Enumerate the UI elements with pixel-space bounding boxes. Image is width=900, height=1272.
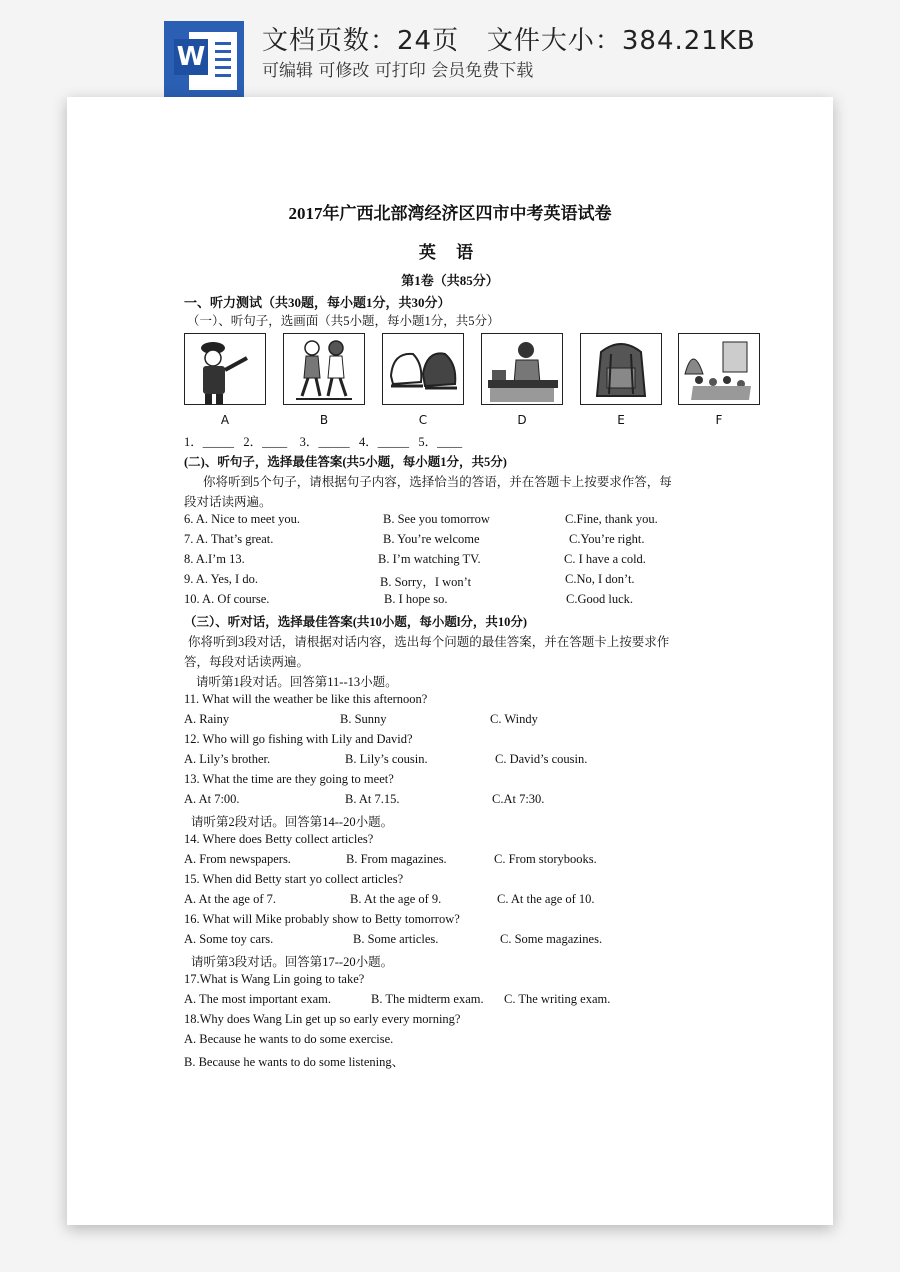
document-page bbox=[67, 97, 833, 1225]
q15-option-c: C. At the age of 10. bbox=[497, 892, 595, 906]
q13-text: 13. What the time are they going to meet? bbox=[184, 772, 394, 786]
q7-option-b: B. You’re welcome bbox=[383, 532, 480, 546]
q12-option-c: C. David’s cousin. bbox=[495, 752, 588, 766]
picture-b-skaters bbox=[283, 333, 365, 405]
picture-label-f: F bbox=[715, 413, 723, 427]
document-info-title: 文档页数：24页 文件大小：384.21KB bbox=[262, 26, 756, 56]
picture-c-shoes bbox=[382, 333, 464, 405]
q8-option-b: B. I’m watching TV. bbox=[378, 552, 481, 566]
q10-option-c: C.Good luck. bbox=[566, 592, 634, 606]
dialogue2-instruction: 请听第2段对话。回答第14--20小题。 bbox=[191, 815, 394, 829]
q16-option-a: A. Some toy cars. bbox=[184, 932, 274, 946]
picture-a-police-officer bbox=[184, 333, 266, 405]
q18-option-b: B. Because he wants to do some listening、 bbox=[184, 1055, 405, 1069]
dialogue3-instruction: 请听第3段对话。回答第17--20小题。 bbox=[191, 955, 394, 969]
q8-option-a: 8. A.I’m 13. bbox=[184, 552, 245, 566]
q11-option-b: B. Sunny bbox=[340, 712, 387, 726]
q14-option-b: B. From magazines. bbox=[346, 852, 447, 866]
picture-e-backpack bbox=[580, 333, 662, 405]
q7-option-a: 7. A. That’s great. bbox=[184, 532, 274, 546]
q15-option-a: A. At the age of 7. bbox=[184, 892, 276, 906]
q6-option-c: C.Fine, thank you. bbox=[565, 512, 658, 526]
q12-option-a: A. Lily’s brother. bbox=[184, 752, 271, 766]
dialogue1-instruction: 请听第1段对话。回答第11--13小题。 bbox=[196, 675, 398, 689]
section3-instructions-line2: 答，每段对话读两遍。 bbox=[184, 655, 310, 669]
section2-instructions-line2: 段对话读两遍。 bbox=[184, 495, 272, 509]
q12-text: 12. Who will go fishing with Lily and David? bbox=[184, 732, 413, 746]
q17-option-b: B. The midterm exam. bbox=[371, 992, 484, 1006]
q10-option-b: B. I hope so. bbox=[384, 592, 448, 606]
part1-heading: 一、听力测试（共30题，每小题1分，共30分） bbox=[184, 295, 451, 310]
q11-option-a: A. Rainy bbox=[184, 712, 230, 726]
q7-option-c: C.You’re right. bbox=[569, 532, 645, 546]
q16-option-c: C. Some magazines. bbox=[500, 932, 603, 946]
q9-option-c: C.No, I don’t. bbox=[565, 572, 635, 586]
q15-text: 15. When did Betty start yo collect articles? bbox=[184, 872, 404, 886]
q17-text: 17.What is Wang Lin going to take? bbox=[184, 972, 365, 986]
q14-option-a: A. From newspapers. bbox=[184, 852, 291, 866]
q17-option-c: C. The writing exam. bbox=[504, 992, 611, 1006]
q11-text: 11. What will the weather be like this afternoon? bbox=[184, 692, 428, 706]
word-document-icon bbox=[164, 21, 244, 97]
q6-option-a: 6. A. Nice to meet you. bbox=[184, 512, 300, 526]
document-info-subtitle: 可编辑 可修改 可打印 会员免费下载 bbox=[262, 61, 534, 81]
q12-option-b: B. Lily’s cousin. bbox=[345, 752, 428, 766]
picture-label-b: B bbox=[319, 413, 329, 427]
q14-text: 14. Where does Betty collect articles? bbox=[184, 832, 374, 846]
q8-option-c: C. I have a cold. bbox=[564, 552, 646, 566]
picture-f-crowd-scene bbox=[678, 333, 760, 405]
exam-title: 2017年广西北部湾经济区四市中考英语试卷 bbox=[288, 204, 612, 223]
q13-option-b: B. At 7.15. bbox=[345, 792, 400, 806]
picture-label-a: A bbox=[220, 413, 230, 427]
section2-instructions-line1: 你将听到5个句子，请根据句子内容，选择恰当的答语，并在答题卡上按要求作答，每 bbox=[203, 475, 672, 489]
q16-text: 16. What will Mike probably show to Betty tomorrow? bbox=[184, 912, 460, 926]
answer-blanks: 1．_____ 2．____ 3．_____ 4．_____ 5．____ bbox=[184, 435, 463, 449]
section3-heading: （三）、听对话，选择最佳答案(共10小题，每小题l分，共10分) bbox=[184, 615, 528, 629]
section1-heading: （一）、听句子，选画面（共5小题，每小题1分，共5分） bbox=[187, 314, 500, 328]
section3-instructions-line1: 你将听到3段对话，请根据对话内容，选出每个问题的最佳答案，并在答题卡上按要求作 bbox=[188, 635, 670, 649]
q13-option-a: A. At 7:00. bbox=[184, 792, 240, 806]
q18-option-a: A. Because he wants to do some exercise. bbox=[184, 1032, 394, 1046]
picture-label-e: E bbox=[617, 413, 625, 427]
section2-heading: (二)、听句子，选择最佳答案(共5小题，每小题1分，共5分) bbox=[184, 455, 507, 469]
exam-subject: 英 语 bbox=[418, 243, 482, 262]
q18-text: 18.Why does Wang Lin get up so early every morning? bbox=[184, 1012, 461, 1026]
q17-option-a: A. The most important exam. bbox=[184, 992, 331, 1006]
picture-label-d: D bbox=[517, 413, 527, 427]
q11-option-c: C. Windy bbox=[490, 712, 538, 726]
volume-heading: 第1卷（共85分） bbox=[401, 273, 499, 288]
word-letter-badge: W bbox=[174, 39, 208, 75]
q14-option-c: C. From storybooks. bbox=[494, 852, 597, 866]
picture-label-c: C bbox=[418, 413, 428, 427]
q13-option-c: C.At 7:30. bbox=[492, 792, 545, 806]
q10-option-a: 10. A. Of course. bbox=[184, 592, 270, 606]
picture-d-boy-cooking bbox=[481, 333, 563, 405]
q9-option-a: 9. A. Yes, I do. bbox=[184, 572, 258, 586]
q16-option-b: B. Some articles. bbox=[353, 932, 439, 946]
q9-option-b: B. Sorry，I won’t bbox=[380, 575, 472, 589]
q15-option-b: B. At the age of 9. bbox=[350, 892, 442, 906]
q6-option-b: B. See you tomorrow bbox=[383, 512, 490, 526]
